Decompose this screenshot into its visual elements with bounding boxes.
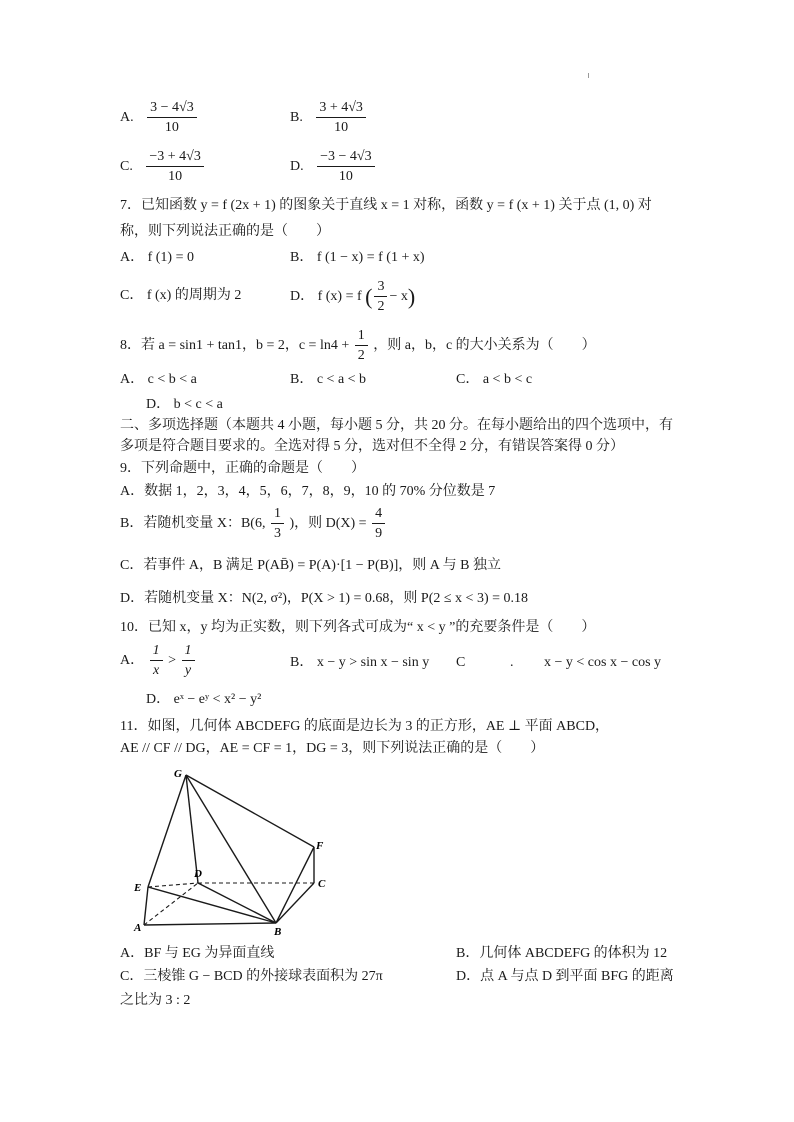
edge-CB <box>276 883 314 923</box>
q9-stem: 9．下列命题中，正确的命题是（ ） <box>120 461 365 476</box>
edge-GE <box>148 775 186 887</box>
q11-geometry-figure <box>128 765 358 935</box>
q9-option-b: B．若随机变量 X：B(6, $\frac{1}{3}$ )，则 D(X) = $\frac{4}{9}$ <box>120 506 387 542</box>
edge-FB <box>276 847 314 923</box>
q7-option-a: A． f (1) = 0 <box>120 250 194 265</box>
q8-option-c: C． a < b < c <box>456 372 533 387</box>
q6-option-a: A. $\frac{3 - 4√3}{10}$ <box>120 100 199 136</box>
q11-stem-line1: 11．如图，几何体 ABCDEFG 的底面是边长为 3 的正方形，AE ⊥ 平面 ABCD， <box>120 719 610 734</box>
q11-stem-line2: AE // CF // DG，AE = CF = 1，DG = 3，则下列说法正确的是（ ） <box>120 741 545 756</box>
q11-option-d: D．点 A 与点 D 到平面 BFG 的距离 <box>456 969 674 984</box>
q6-option-c: C. $\frac{-3 + 4√3}{10}$ <box>120 149 206 185</box>
q11-option-b: B．几何体 ABCDEFG 的体积为 12 <box>456 946 668 961</box>
q10-option-c-dot: . <box>510 655 514 670</box>
q10-option-d: D． eˣ − eʸ < x² − y² <box>146 692 262 707</box>
fig-label-f: F <box>316 840 324 852</box>
fig-label-b: B <box>274 926 282 935</box>
q7-option-c: C． f (x) 的周期为 2 <box>120 288 242 303</box>
q8-option-b: B． c < a < b <box>290 372 367 387</box>
fig-label-a: A <box>134 922 142 934</box>
q7-stem-line1: 7．已知函数 y = f (2x + 1) 的图象关于直线 x = 1 对称，函数 y = f (x + 1) 关于点 (1, 0) 对 <box>120 198 652 213</box>
edge-ED-hidden <box>148 883 198 887</box>
q11-option-a: A．BF 与 EG 为异面直线 <box>120 946 275 961</box>
q6-option-b: B. $\frac{3 + 4√3}{10}$ <box>290 100 368 136</box>
q10-option-c: x − y < cos x − cos y <box>544 655 662 670</box>
edge-EA <box>144 887 148 925</box>
q9-option-c: C．若事件 A，B 满足 P(AB̄) = P(A)·[1 − P(B)]，则 A 与 B 独立 <box>120 558 501 573</box>
q10-option-b: B． x − y > sin x − sin y <box>290 655 430 670</box>
q9-option-a: A．数据 1，2，3，4，5，6，7，8，9，10 的 70% 分位数是 7 <box>120 484 496 499</box>
q8-stem: 8．若 a = sin1 + tan1，b = 2，c = ln4 + $\frac{1}{2}$ ，则 a，b，c 的大小关系为（ ） <box>120 328 596 364</box>
q11-option-d-cont: 之比为 3 : 2 <box>120 993 191 1008</box>
q7-option-b: B． f (1 − x) = f (1 + x) <box>290 250 425 265</box>
edge-AB <box>144 923 276 925</box>
section-2-line1: 二、多项选择题（本题共 4 小题，每小题 5 分，共 20 分。在每小题给出的四个选项中，有 <box>120 418 673 433</box>
fig-label-e: E <box>134 882 142 894</box>
q11-option-c: C．三棱锥 G − BCD 的外接球表面积为 27π <box>120 969 383 984</box>
edge-AD-hidden <box>144 883 198 925</box>
q9-option-d: D．若随机变量 X：N(2, σ²)，P(X > 1) = 0.68，则 P(2 ≤ x < 3) = 0.18 <box>120 591 528 606</box>
q6-option-d: D. $\frac{-3 - 4√3}{10}$ <box>290 149 377 185</box>
q10-option-a: A． $\frac{1}{x}$ > $\frac{1}{y}$ <box>120 643 197 679</box>
q7-option-d: D． f (x) = f ( $\frac{3}{2}$ − x) <box>290 279 416 315</box>
q7-stem-line2: 称，则下列说法正确的是（ ） <box>120 224 330 239</box>
fig-label-c: C <box>318 878 326 890</box>
fig-label-d: D <box>194 868 202 880</box>
q10-stem: 10．已知 x，y 均为正实数，则下列各式可成为“ x < y ”的充要条件是（ ） <box>120 620 596 635</box>
q8-option-d: D． b < c < a <box>146 397 223 412</box>
q8-option-a: A． c < b < a <box>120 372 197 387</box>
edge-GF <box>186 775 314 847</box>
page-tick-mark <box>588 73 589 78</box>
q10-option-c-label: C <box>456 655 466 670</box>
fig-label-g: G <box>174 768 182 780</box>
section-2-line2: 多项是符合题目要求的。全选对得 5 分，选对但不全得 2 分，有错误答案得 0 分） <box>120 439 624 454</box>
